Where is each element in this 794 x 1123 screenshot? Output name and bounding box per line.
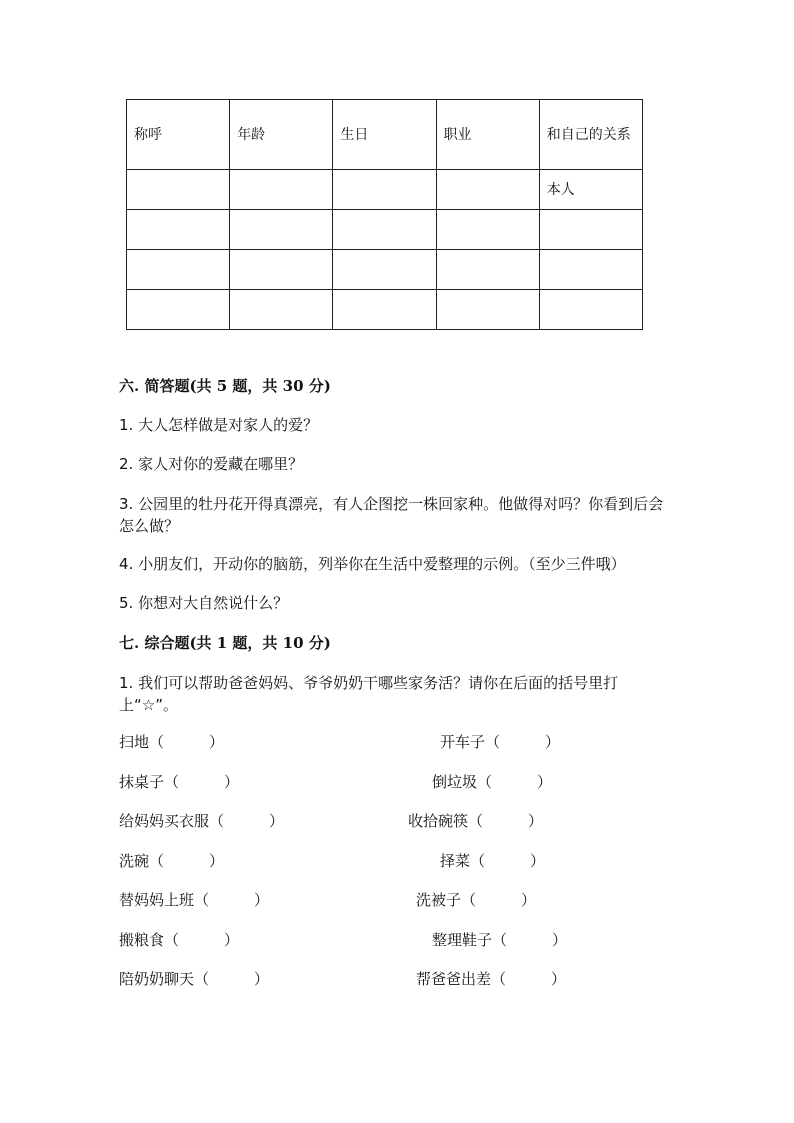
header-cell-job: 职业: [436, 100, 539, 170]
chore-item-left-5: 替妈妈上班（ ）: [119, 891, 270, 909]
table-cell[interactable]: [436, 290, 539, 330]
section6-question-2: 2. 家人对你的爱藏在哪里？: [119, 455, 304, 473]
family-info-table: [126, 99, 643, 330]
table-cell[interactable]: [333, 170, 436, 210]
table-cell[interactable]: [333, 250, 436, 290]
table-cell[interactable]: [436, 210, 539, 250]
table-cell: 本人: [539, 170, 642, 210]
table-cell[interactable]: [436, 170, 539, 210]
table-cell[interactable]: [539, 290, 642, 330]
chore-item-left-4: 洗碗（ ）: [119, 852, 225, 870]
chore-item-right-7: 帮爸爸出差（ ）: [416, 970, 567, 988]
table-cell[interactable]: [539, 210, 642, 250]
section6-question-3: 3. 公园里的牡丹花开得真漂亮，有人企图挖一株回家种。他做得对吗？你看到后会怎么做？: [119, 495, 664, 535]
table-cell[interactable]: [127, 210, 230, 250]
header-cell-birthday: 生日: [333, 100, 436, 170]
section6-title: 六. 简答题(共 5 题，共 30 分): [119, 377, 331, 395]
table-cell[interactable]: [230, 170, 333, 210]
chore-item-right-2: 倒垃圾（ ）: [432, 773, 553, 791]
header-cell-title: 称呼: [127, 100, 230, 170]
chore-item-left-2: 抹桌子（ ）: [119, 773, 240, 791]
chore-item-left-1: 扫地（ ）: [119, 733, 225, 751]
chore-item-right-3: 收拾碗筷（ ）: [408, 812, 544, 830]
table-row: [127, 290, 643, 330]
section7-question-1: 1. 我们可以帮助爸爸妈妈、爷爷奶奶干哪些家务活？请你在后面的括号里打上“☆”。: [119, 674, 619, 714]
section7-title: 七. 综合题(共 1 题，共 10 分): [119, 634, 331, 652]
chore-item-left-3: 给妈妈买衣服（ ）: [119, 812, 285, 830]
chore-item-right-6: 整理鞋子（ ）: [432, 931, 568, 949]
table-cell[interactable]: [333, 210, 436, 250]
section6-question-4: 4. 小朋友们，开动你的脑筋，列举你在生活中爱整理的示例。（至少三件哦）: [119, 555, 626, 573]
table-row: [127, 250, 643, 290]
table-cell[interactable]: [127, 290, 230, 330]
section6-question-1: 1. 大人怎样做是对家人的爱？: [119, 416, 319, 434]
table-cell[interactable]: [539, 250, 642, 290]
table-cell[interactable]: [127, 170, 230, 210]
chore-item-right-4: 择菜（ ）: [440, 852, 546, 870]
header-cell-age: 年龄: [230, 100, 333, 170]
header-cell-relation: 和自己的关系: [539, 100, 642, 170]
chore-item-left-7: 陪奶奶聊天（ ）: [119, 970, 270, 988]
section6-question-5: 5. 你想对大自然说什么？: [119, 594, 289, 612]
chore-item-right-5: 洗被子（ ）: [416, 891, 537, 909]
chore-item-right-1: 开车子（ ）: [440, 733, 561, 751]
table-cell[interactable]: [230, 210, 333, 250]
table-header-row: [127, 100, 643, 170]
table-cell[interactable]: [333, 290, 436, 330]
table-row: [127, 210, 643, 250]
table-row: [127, 170, 643, 210]
chore-item-left-6: 搬粮食（ ）: [119, 931, 240, 949]
table-cell[interactable]: [230, 290, 333, 330]
table-cell[interactable]: [436, 250, 539, 290]
table-cell[interactable]: [230, 250, 333, 290]
table-cell[interactable]: [127, 250, 230, 290]
